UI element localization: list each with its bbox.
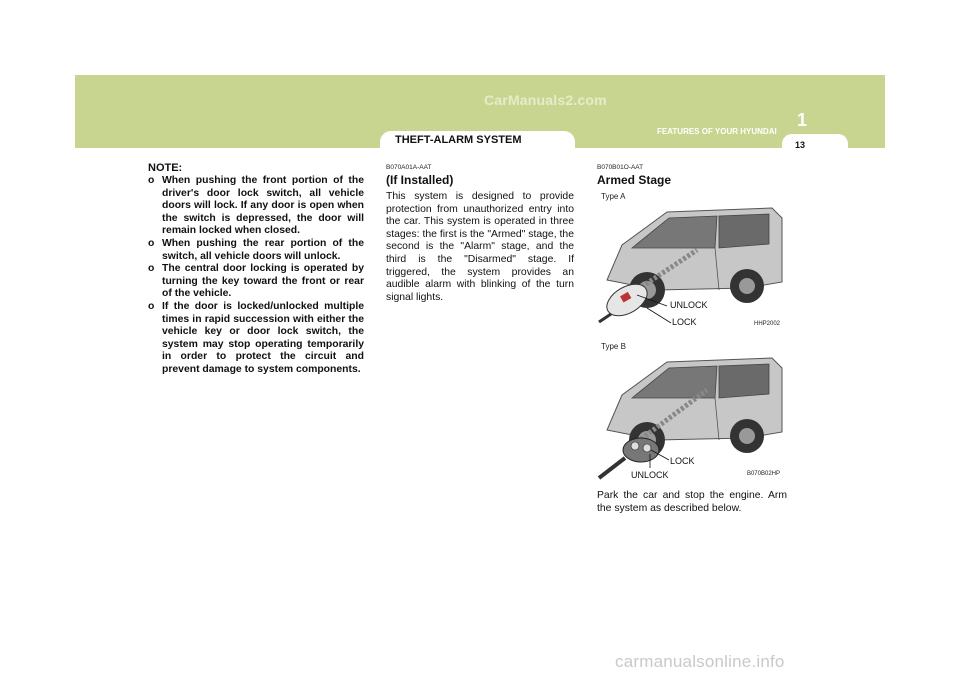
site-watermark-top: CarManuals2.com — [484, 92, 607, 108]
figure-type-b — [597, 340, 784, 480]
site-watermark-bottom: carmanualsonline.info — [615, 652, 785, 671]
figure-code: B070B02HP — [746, 471, 780, 477]
section-heading: (If Installed) — [386, 173, 454, 187]
figure-type-label: Type B — [601, 342, 626, 351]
figure-type-label: Type A — [601, 192, 626, 201]
page-number-tab — [782, 134, 848, 152]
note-item: o The central door locking is operated by turning the key toward the front or rear of the vehicle. — [148, 263, 364, 300]
armed-body: Park the car and stop the engine. Arm the system as described below. — [597, 490, 787, 514]
note-heading: NOTE: — [148, 162, 183, 174]
section-heading: Armed Stage — [597, 173, 672, 187]
section-code: B070A01A-AAT — [386, 164, 432, 171]
unlock-label: UNLOCK — [631, 470, 669, 480]
section-body: This system is designed to provide protection from unauthorized entry into the car. This system is operated in three stages: the first is the "Armed" stage, the second is the "Alarm" stage, and the third is the "Disarmed" stage. If triggered, the system provides an audible alarm with blinking of the turn signal lights. — [386, 191, 574, 303]
bullet-glyph: o — [148, 175, 155, 186]
armed-section — [597, 164, 787, 191]
bullet-glyph: o — [148, 237, 155, 249]
figure-type-a — [597, 190, 784, 330]
chapter-number: 1 — [797, 110, 808, 130]
note-list — [148, 175, 364, 377]
installed-section — [386, 164, 574, 304]
lock-label: LOCK — [670, 456, 695, 466]
note-item: o When pushing the front portion of the driver's door lock switch, all vehicle doors will lock. If any door is open when the switch is depressed, the door will remain locked when closed. — [148, 175, 364, 237]
note-item: o If the door is locked/unlocked multiple times in rapid succession with either the vehicle key or door lock switch, the system may stop operating temporarily in order to protect the circuit and prevent damage to system components. — [148, 300, 364, 375]
note-block — [148, 162, 364, 377]
note-item: o When pushing the rear portion of the switch, all vehicle doors will unlock. — [148, 237, 364, 262]
bullet-glyph: o — [148, 300, 155, 312]
lock-label: LOCK — [672, 317, 697, 327]
section-code: B070B01O-AAT — [597, 164, 644, 171]
bullet-glyph: o — [148, 263, 155, 275]
section-title: THEFT-ALARM SYSTEM — [395, 134, 522, 146]
figure-code: HHP2002 — [753, 321, 780, 327]
page-number: 13 — [795, 140, 806, 150]
unlock-label: UNLOCK — [670, 300, 708, 310]
chapter-title: FEATURES OF YOUR HYUNDAI — [657, 127, 777, 136]
